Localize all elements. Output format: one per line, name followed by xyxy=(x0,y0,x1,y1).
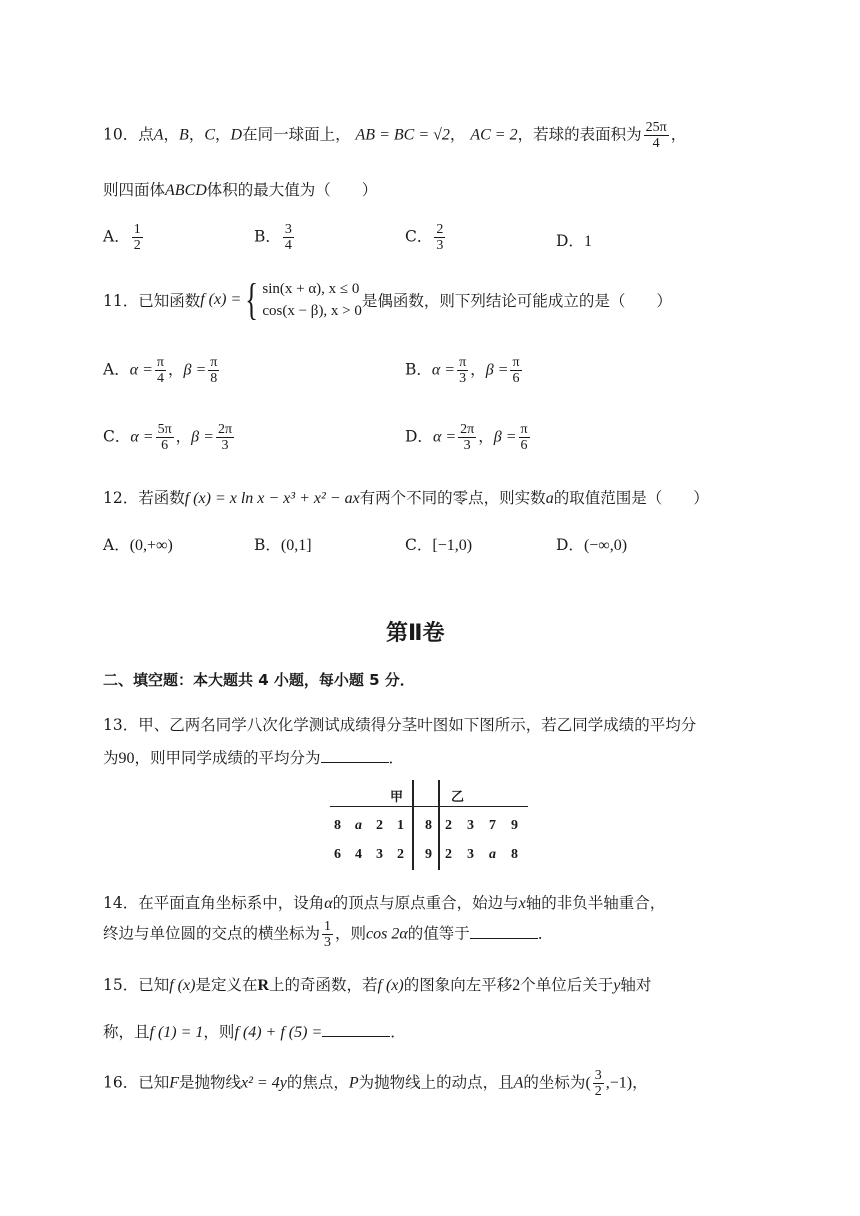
frac-num: π xyxy=(459,355,467,370)
q16-end: ， xyxy=(632,1073,648,1092)
option-label: D． xyxy=(556,232,584,250)
q16-F: F xyxy=(169,1074,180,1092)
leaf: a xyxy=(489,847,496,862)
option-label: B． xyxy=(254,536,281,554)
option-label: B． xyxy=(405,360,432,379)
q14-end: ． xyxy=(537,924,554,943)
beta-frac xyxy=(216,422,234,453)
q15-line1 xyxy=(103,973,651,995)
stem: 9 xyxy=(425,847,432,862)
q15-text-d: 的图象向左平移 xyxy=(403,976,513,994)
q10-option-c[interactable] xyxy=(405,222,447,253)
leaf: 8 xyxy=(334,818,341,833)
beta-frac xyxy=(510,355,521,386)
frac-den: 6 xyxy=(520,438,528,453)
q14-fraction xyxy=(322,919,333,950)
alpha-frac xyxy=(458,422,476,453)
q14-text-a: 14．在平面直角坐标系中，设角 xyxy=(103,894,325,912)
stem-leaf-top-line xyxy=(330,806,528,807)
q15-line2 xyxy=(103,1020,406,1042)
leaf: 9 xyxy=(511,818,518,833)
q13-text-b: ，则甲同学成绩的平均分为 xyxy=(134,749,321,767)
beta-eq: β = xyxy=(485,361,509,379)
beta-frac xyxy=(519,422,530,453)
q12-line xyxy=(103,486,709,508)
q11-suffix: 是偶函数，则下列结论可能成立的是（ ） xyxy=(361,292,672,310)
option-label: C． xyxy=(405,227,433,246)
q15-fx: f (x) xyxy=(169,977,196,994)
q15-text-2a: 称，且 xyxy=(103,1023,150,1041)
option-label: C． xyxy=(405,536,433,554)
q15-two: 2 xyxy=(512,977,521,994)
q12-option-a[interactable] xyxy=(103,533,173,555)
frac-den: 3 xyxy=(221,438,229,453)
frac-num: π xyxy=(512,355,520,370)
frac-den: 3 xyxy=(324,935,332,950)
q10-option-b[interactable] xyxy=(254,222,296,253)
q13-line1: 13．甲、乙两名同学八次化学测试成绩得分茎叶图如下图所示，若乙同学成绩的平均分 xyxy=(103,716,697,734)
q12-expr: f (x) = x ln x − x³ + x² − ax xyxy=(184,490,360,507)
q10-text-c: ，若球的表面积为 xyxy=(517,125,642,144)
q15-text-e: 个单位后关于 xyxy=(520,976,614,994)
q14-text-2b: ，则 xyxy=(335,924,367,943)
q15-R: R xyxy=(257,977,270,994)
point-a: A xyxy=(153,126,164,144)
q15-y: y xyxy=(613,977,621,994)
q14-cos: cos 2α xyxy=(366,925,408,943)
q15-text-f: 轴对 xyxy=(620,976,652,994)
q16-text-b: 的焦点， xyxy=(286,1073,349,1092)
q10-option-d[interactable] xyxy=(556,229,592,251)
area-num: 25π xyxy=(645,120,667,135)
q10-text-2b: 体积的最大值为（ ） xyxy=(206,181,378,199)
q15-text-c: 上的奇函数，若 xyxy=(269,976,378,994)
frac-num: π xyxy=(210,355,218,370)
frac-den: 3 xyxy=(463,438,471,453)
part2-title: 第Ⅱ卷 xyxy=(386,621,445,646)
leaf: 2 xyxy=(445,818,452,833)
frac-num: 2π xyxy=(217,422,233,437)
option-label: D． xyxy=(405,427,433,446)
frac-num: 2π xyxy=(460,422,475,437)
answer-blank[interactable] xyxy=(321,748,389,763)
alpha-eq: α = xyxy=(129,361,153,379)
q15-sum: f (4) + f (5) = xyxy=(234,1024,323,1041)
q15-text-2b: ，则 xyxy=(203,1023,235,1041)
q12-option-c[interactable] xyxy=(405,533,472,555)
option-text: (0,+∞) xyxy=(129,537,173,554)
option-label: A． xyxy=(103,227,130,246)
q12-mid: 有两个不同的零点，则实数 xyxy=(359,489,546,507)
head-left: 甲 xyxy=(390,790,404,805)
leaf: a xyxy=(355,818,362,833)
case-1: sin(x + α), x ≤ 0 xyxy=(262,281,360,297)
q15-text-a: 15．已知 xyxy=(103,976,170,994)
frac-den: 6 xyxy=(512,371,520,386)
alpha-frac xyxy=(457,355,468,386)
q14-line2 xyxy=(103,919,553,950)
q16-coord-r: ,−1) xyxy=(605,1074,633,1092)
q14-alpha: α xyxy=(324,895,333,912)
brace-icon: { xyxy=(245,275,259,324)
option-label: A． xyxy=(103,536,130,554)
stem-leaf-row xyxy=(334,818,533,834)
ac-eq: AC = 2 xyxy=(470,126,518,144)
head-right: 乙 xyxy=(451,790,465,805)
q14-text-c: 轴的非负半轴重合， xyxy=(525,894,666,912)
stem-leaf-row xyxy=(334,847,533,863)
answer-blank[interactable] xyxy=(470,924,538,939)
q11-option-c[interactable]: C．α = $\frac{5\pi}{6}$ ，β = $\frac{2\pi}{3}$ xyxy=(103,422,233,453)
option-label: A． xyxy=(103,360,130,379)
option-label: D． xyxy=(556,536,584,554)
q15-fx-2: f (x) xyxy=(377,977,404,994)
frac-num: 1 xyxy=(324,919,332,934)
frac-num: 3 xyxy=(594,1068,602,1083)
beta-eq: β = xyxy=(493,428,517,446)
q13-end: ． xyxy=(388,749,405,767)
case-2: cos(x − β), x > 0 xyxy=(262,303,362,319)
q14-text-b: 的顶点与原点重合，始边与 xyxy=(332,894,519,912)
q16-prefix: 16．已知 xyxy=(103,1073,170,1092)
option-fraction xyxy=(283,222,294,253)
option-text: (0,1] xyxy=(280,537,312,554)
leaf: 2 xyxy=(445,847,452,862)
q14-text-2c: 的值等于 xyxy=(407,924,470,943)
leaf: 3 xyxy=(467,818,474,833)
q16-line xyxy=(103,1068,648,1099)
leaf: 4 xyxy=(355,847,362,862)
option-label: B． xyxy=(254,227,281,246)
q12-var: a xyxy=(545,490,554,507)
q15-end: ． xyxy=(390,1023,406,1041)
q11-prefix: 11．已知函数 xyxy=(103,292,201,310)
frac-den: 4 xyxy=(156,371,164,386)
q13-avg: 90 xyxy=(118,750,135,767)
q11-option-b[interactable]: B．α = $\frac{\pi}{3}$ ，β = $\frac{\pi}{6}$ xyxy=(405,355,520,386)
beta-eq: β = xyxy=(183,361,207,379)
q12-option-d[interactable] xyxy=(556,533,627,555)
q16-P: P xyxy=(348,1074,359,1092)
q10-line1: 10．点A，B，C，D在同一球面上， AB = BC = √2， AC = 2，若球的表面积为 $\frac{25\pi}{4}$ ， xyxy=(103,120,687,151)
q10-text-b: 在同一球面上， xyxy=(242,125,351,144)
option-num: 2 xyxy=(436,222,444,237)
option-den: 2 xyxy=(133,238,141,253)
q12-suffix: 的取值范围是（ ） xyxy=(553,489,709,507)
stem: 8 xyxy=(425,818,432,833)
q11-option-d[interactable]: D．α = $\frac{2\pi}{3}$ ，β = $\frac{\pi}{6}$ xyxy=(405,422,528,453)
q10-text: 10．点 xyxy=(103,125,154,144)
option-text: 1 xyxy=(583,233,592,250)
alpha-eq: α = xyxy=(130,428,154,446)
point-c: C xyxy=(204,126,215,144)
q14-line1 xyxy=(103,891,665,913)
leaf: 3 xyxy=(376,847,383,862)
frac-num: π xyxy=(156,355,164,370)
q15-f1: f (1) = 1 xyxy=(149,1024,204,1041)
beta-frac xyxy=(208,355,219,386)
q14-x: x xyxy=(518,895,526,912)
q16-text-c: 为抛物线上的动点，且 xyxy=(358,1073,514,1092)
option-fraction xyxy=(434,222,445,253)
frac-den: 3 xyxy=(459,371,467,386)
option-text: [−1,0) xyxy=(432,537,473,554)
leaf: 6 xyxy=(334,847,341,862)
q11-fx: f (x) = xyxy=(200,291,242,308)
frac-den: 6 xyxy=(161,438,169,453)
alpha-eq: α = xyxy=(432,428,457,446)
q12-option-b[interactable] xyxy=(254,533,312,555)
point-d: D xyxy=(230,126,243,144)
q10-option-a[interactable] xyxy=(103,222,145,253)
q16-fraction xyxy=(593,1068,604,1099)
leaf: 3 xyxy=(467,847,474,862)
beta-eq: β = xyxy=(191,428,214,446)
q13-line2 xyxy=(103,746,404,768)
option-num: 3 xyxy=(284,222,292,237)
leaf: 8 xyxy=(511,847,518,862)
q16-text-d: 的坐标为 xyxy=(523,1073,586,1092)
q10-text-2a: 则四面体 xyxy=(103,181,166,199)
q16-coord-l: ( xyxy=(585,1074,591,1092)
leaf: 1 xyxy=(397,818,404,833)
frac-num: 5π xyxy=(157,422,172,437)
leaf: 2 xyxy=(376,818,383,833)
q16-text-a: 是抛物线 xyxy=(179,1073,242,1092)
frac-den: 8 xyxy=(210,371,218,386)
q13-text-a: 为 xyxy=(103,749,119,767)
frac-den: 2 xyxy=(594,1084,602,1099)
q12-prefix: 12．若函数 xyxy=(103,489,185,507)
alpha-frac xyxy=(155,355,166,386)
q15-text-b: 是定义在 xyxy=(195,976,258,994)
option-fraction xyxy=(132,222,143,253)
q11-option-a[interactable]: A．α = $\frac{\pi}{4}$ ，β = $\frac{\pi}{8}$ xyxy=(103,355,218,386)
area-fraction xyxy=(644,120,669,151)
alpha-frac xyxy=(156,422,174,453)
alpha-eq: α = xyxy=(431,361,456,379)
option-label: C． xyxy=(103,427,131,446)
ab-bc-eq: AB = BC = √2 xyxy=(355,126,450,144)
option-den: 3 xyxy=(436,238,444,253)
option-text: (−∞,0) xyxy=(583,537,628,554)
answer-blank[interactable] xyxy=(322,1022,390,1037)
leaf: 7 xyxy=(489,818,496,833)
leaf: 2 xyxy=(397,847,404,862)
frac-num: π xyxy=(520,422,528,437)
q14-text-2a: 终边与单位圆的交点的横坐标为 xyxy=(103,924,321,943)
option-den: 4 xyxy=(284,238,292,253)
q16-A: A xyxy=(513,1074,524,1092)
q11-line xyxy=(103,275,672,324)
area-den: 4 xyxy=(652,136,660,151)
section-heading: 二、填空题：本大题共 4 小题，每小题 5 分． xyxy=(103,671,415,689)
q10-line2 xyxy=(103,178,377,200)
option-num: 1 xyxy=(133,222,141,237)
q16-parabola: x² = 4y xyxy=(241,1074,287,1092)
point-b: B xyxy=(179,126,189,144)
tetra-name: ABCD xyxy=(165,182,207,199)
piecewise-cases xyxy=(262,278,362,322)
